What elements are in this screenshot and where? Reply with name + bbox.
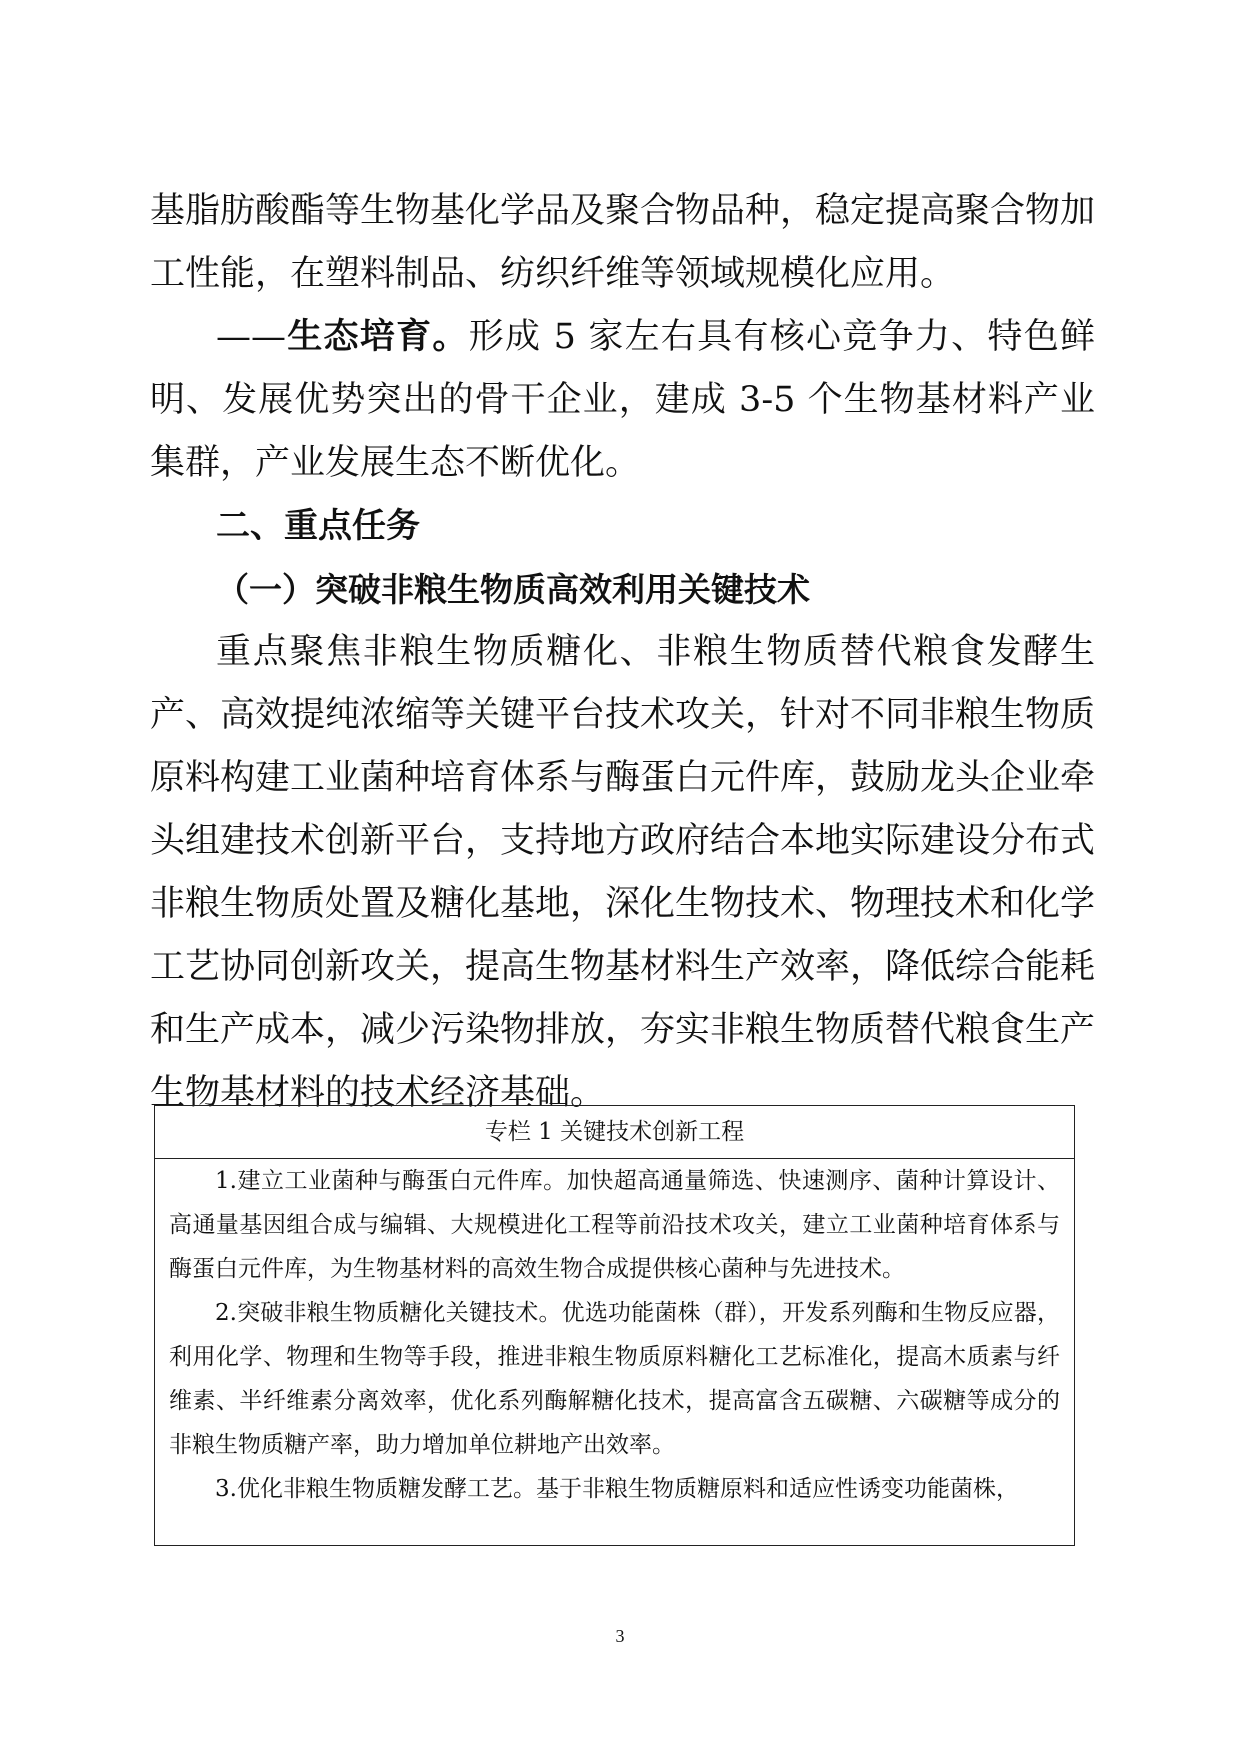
section-heading: 二、重点任务 [216,506,420,546]
bold-label: 生态培育。 [286,317,469,357]
subsection-heading: （一）突破非粮生物质高效利用关键技术 [216,570,810,609]
box-body [155,1159,1074,1511]
em-dash: —— [216,317,286,357]
box-item: 1.建立工业菌种与酶蛋白元件库。加快超高通量筛选、快速测序、菌种计算设计、高通量基因组合成与编辑、大规模进化工程等前沿技术攻关，建立工业菌种培育体系与酶蛋白元件库，为生物基材料的高效生物合成提供核心菌种与先进技术。 [169,1168,1060,1282]
sidebar-box [154,1105,1075,1546]
box-item: 2.突破非粮生物质糖化关键技术。优选功能菌株（群），开发系列酶和生物反应器，利用化学、物理和生物等手段，推进非粮生物质原料糖化工艺标准化，提高木质素与纤维素、半纤维素分离效率，优化系列酶解糖化技术，提高富含五碳糖、六碳糖等成分的非粮生物质糖产率，助力增加单位耕地产出效率。 [169,1300,1060,1458]
page-number: 3 [615,1626,625,1646]
paragraph-text: 形成 5 家左右具有核心竞争力、特色鲜明、发展优势突出的骨干企业，建成 3-5 个生物基材料产业集群，产业发展生态不断优化。 [150,317,1095,483]
box-title: 专栏 1 关键技术创新工程 [155,1106,1074,1159]
box-item: 3.优化非粮生物质糖发酵工艺。基于非粮生物质糖原料和适应性诱变功能菌株， [215,1476,1019,1502]
paragraph-eco-cultivation [150,306,1095,495]
paragraph-key-tech: 重点聚焦非粮生物质糖化、非粮生物质替代粮食发酵生产、高效提纯浓缩等关键平台技术攻关，针对不同非粮生物质原料构建工业菌种培育体系与酶蛋白元件库，鼓励龙头企业牵头组建技术创新平台，支持地方政府结合本地实际建设分布式非粮生物质处置及糖化基地，深化生物技术、物理技术和化学工艺协同创新攻关，提高生物基材料生产效率，降低综合能耗和生产成本，减少污染物排放，夯实非粮生物质替代粮食生产生物基材料的技术经济基础。 [150,632,1096,1113]
paragraph-continuation: 基脂肪酸酯等生物基化学品及聚合物品种，稳定提高聚合物加工性能，在塑料制品、纺织纤维等领域规模化应用。 [150,191,1096,294]
